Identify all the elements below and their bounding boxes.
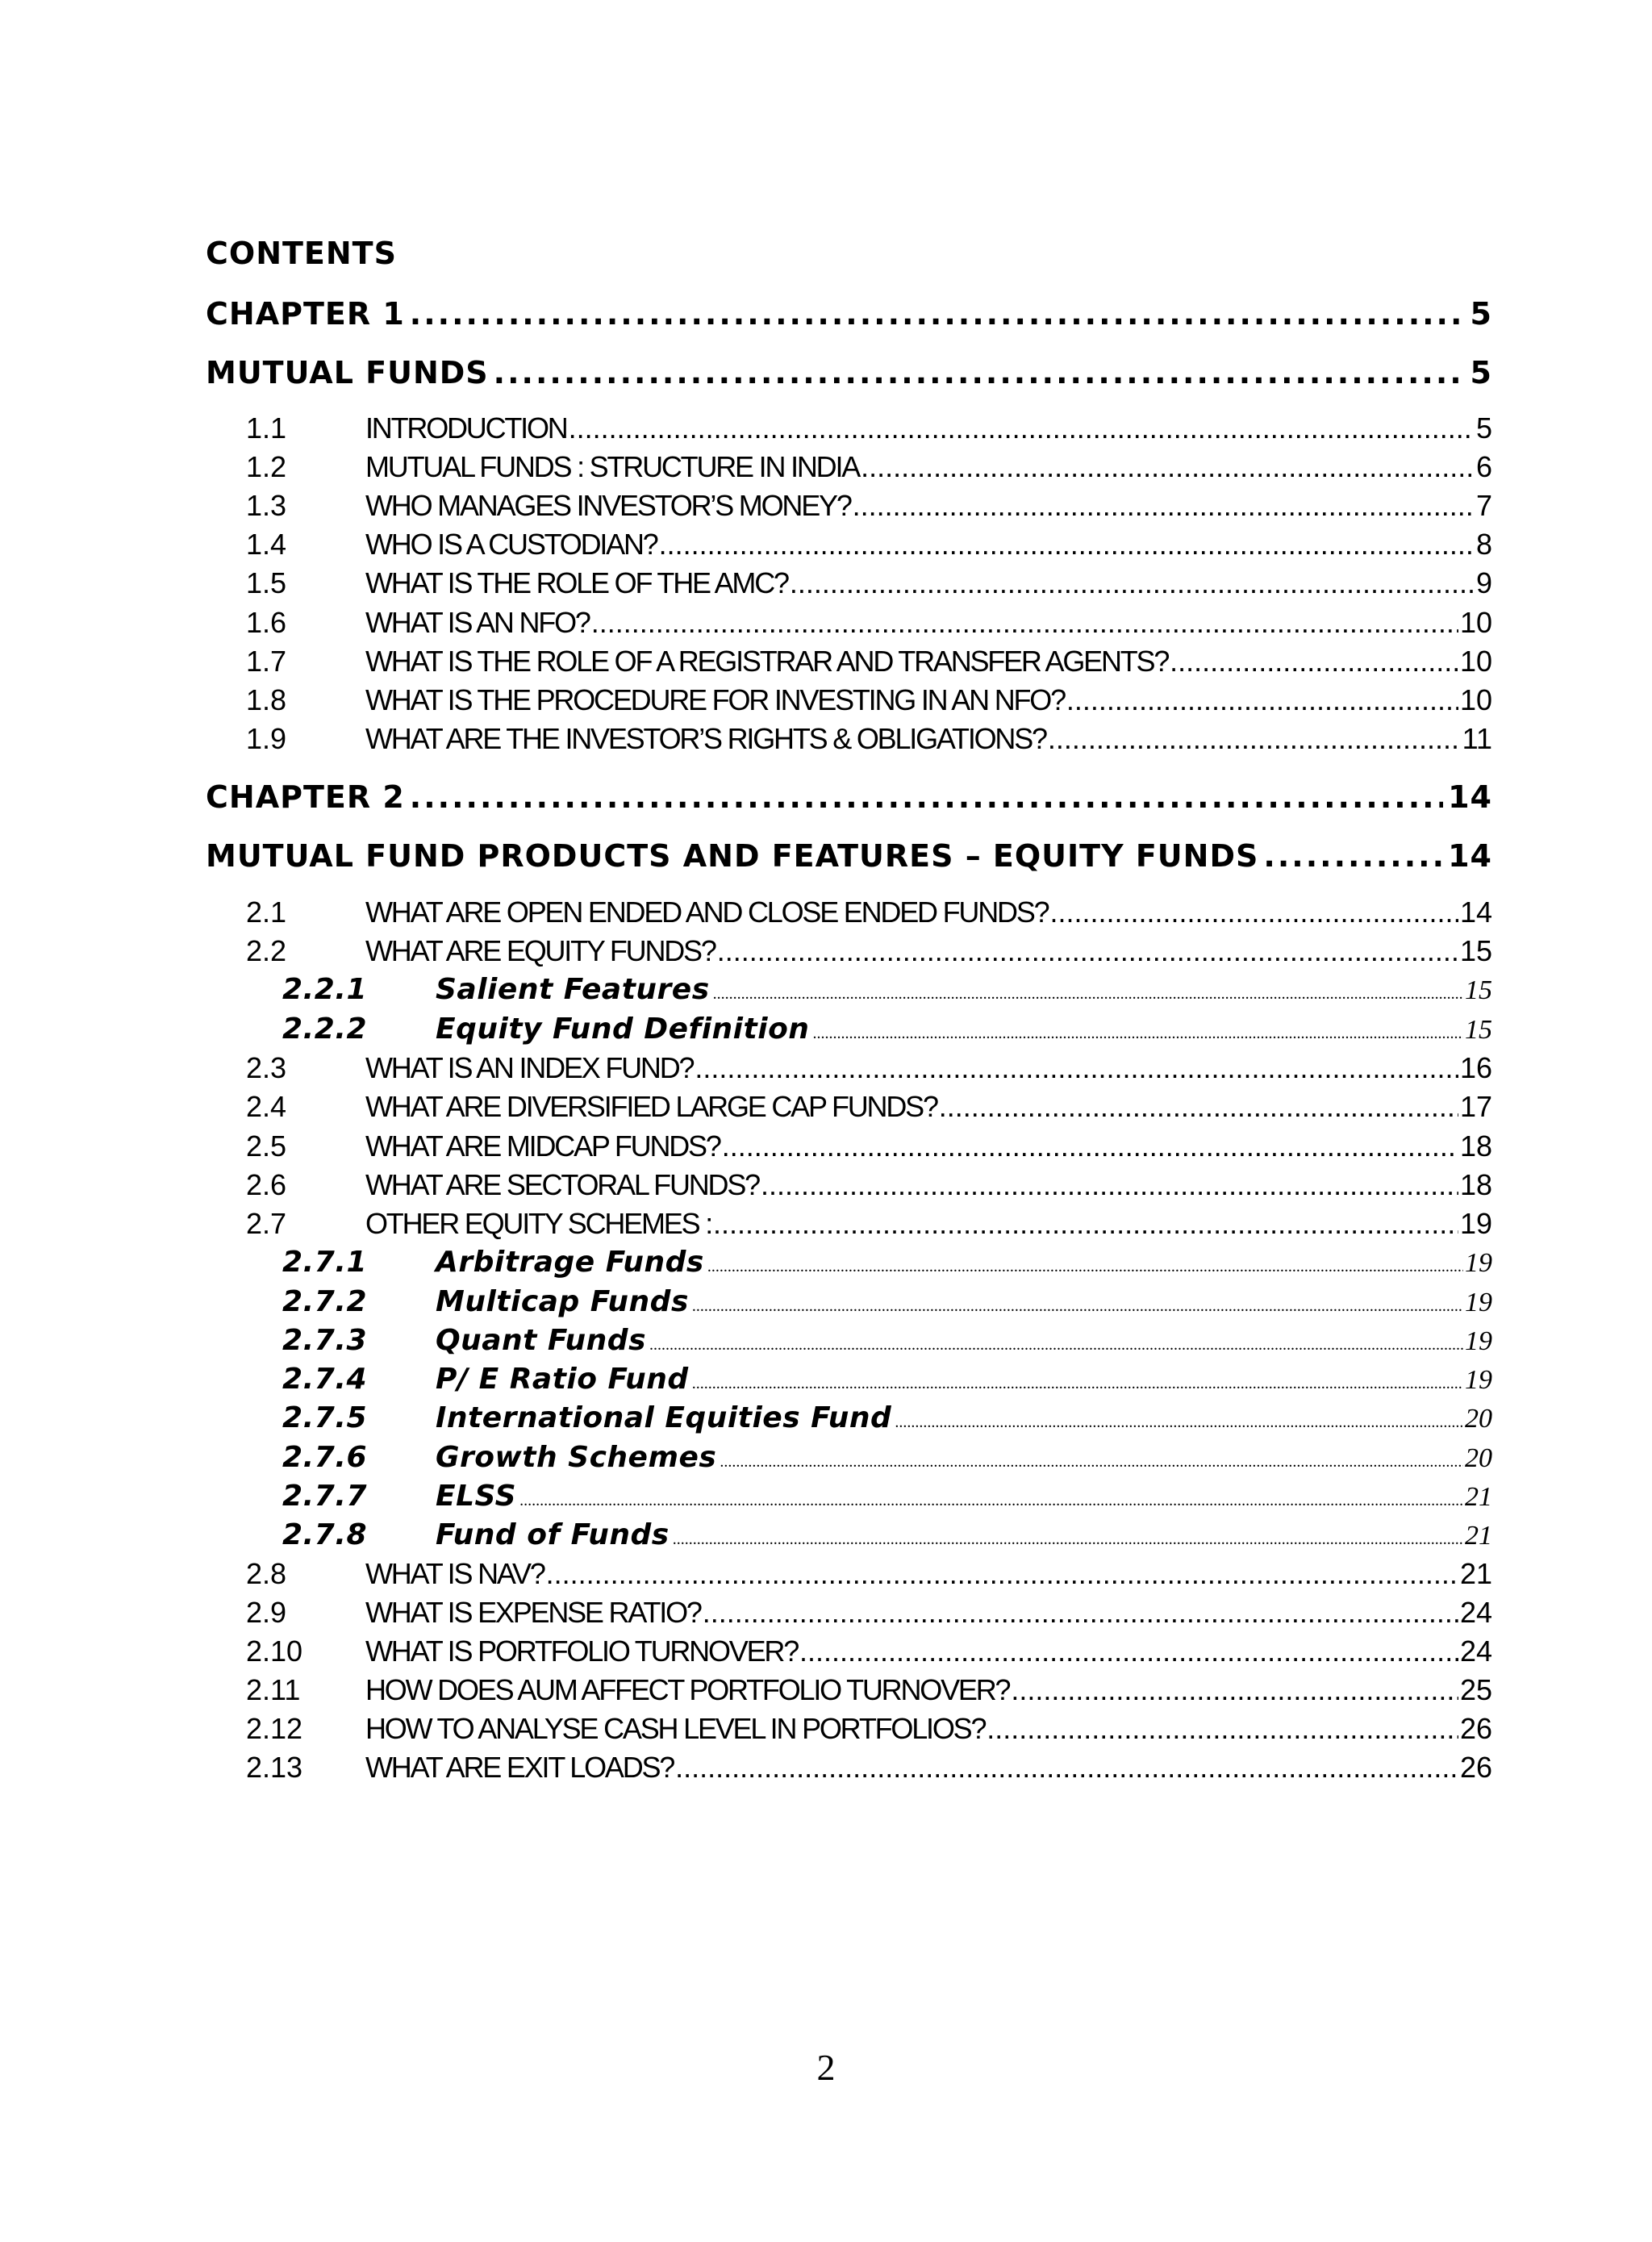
toc-entry-section[interactable] (246, 722, 1492, 756)
dot-leader (1263, 838, 1443, 874)
toc-entry-title: Growth Schemes (436, 1441, 717, 1474)
toc-entry-section[interactable] (246, 683, 1492, 717)
toc-entry-chapter[interactable] (206, 296, 1492, 332)
dot-leader (799, 1635, 1458, 1668)
toc-heading: CONTENTS (206, 236, 397, 271)
toc-entry-number: 1.2 (246, 450, 287, 483)
toc-entry-page: 19 (1459, 1207, 1492, 1240)
toc-entry-page: 21 (1459, 1557, 1492, 1590)
toc-entry-page: 8 (1475, 528, 1492, 561)
dot-leader (546, 1557, 1458, 1591)
toc-entry-chapter[interactable] (206, 838, 1492, 874)
toc-entry-page: 24 (1459, 1635, 1492, 1668)
toc-entry-page: 15 (1465, 975, 1492, 1005)
toc-entry-section[interactable] (246, 1635, 1492, 1668)
dot-leader (1011, 1673, 1458, 1707)
toc-entry-page: 24 (1459, 1596, 1492, 1629)
toc-entry-number: 1.7 (246, 645, 287, 678)
toc-entry-number: 2.7 (246, 1207, 287, 1240)
dot-leader (649, 1336, 1463, 1355)
toc-entry-page: 14 (1448, 779, 1492, 815)
toc-entry-title: WHAT IS THE ROLE OF THE AMC? (365, 566, 788, 599)
toc-entry-section[interactable] (246, 1129, 1492, 1163)
toc-entry-page: 19 (1465, 1288, 1492, 1317)
dot-leader (675, 1751, 1458, 1785)
toc-entry-section[interactable] (246, 1673, 1492, 1707)
toc-entry-number: 2.9 (246, 1596, 287, 1629)
page-number: 2 (816, 2047, 836, 2088)
toc-entry-title: International Equities Fund (436, 1401, 892, 1434)
toc-entry-title: WHAT ARE EQUITY FUNDS? (365, 934, 715, 967)
dot-leader (939, 1090, 1458, 1124)
toc-entry-page: 19 (1465, 1248, 1492, 1278)
dot-leader (707, 1258, 1463, 1276)
dot-leader (722, 1129, 1458, 1163)
toc-entry-page: 17 (1459, 1090, 1492, 1123)
toc-entry-sub[interactable] (282, 1441, 1492, 1474)
toc-entry-number: 2.7.5 (282, 1401, 367, 1434)
dot-leader (720, 1453, 1463, 1472)
toc-entry-page: 9 (1475, 566, 1492, 599)
toc-entry-title: CHAPTER 1 (206, 296, 405, 332)
toc-entry-title: WHAT IS PORTFOLIO TURNOVER? (365, 1635, 799, 1668)
toc-entry-sub[interactable] (282, 973, 1492, 1006)
toc-entry-page: 14 (1448, 838, 1492, 874)
toc-entry-title: Multicap Funds (436, 1285, 689, 1318)
dot-leader (591, 606, 1458, 640)
toc-entry-title: INTRODUCTION (365, 411, 567, 445)
dot-leader (1049, 896, 1458, 929)
toc-entry-number: 2.2 (246, 934, 287, 967)
toc-entry-sub[interactable] (282, 1401, 1492, 1434)
toc-entry-title: WHAT IS AN INDEX FUND? (365, 1051, 694, 1084)
toc-entry-page: 5 (1475, 411, 1492, 445)
toc-entry-section[interactable] (246, 1090, 1492, 1124)
toc-entry-title: P/ E Ratio Fund (436, 1363, 689, 1396)
toc-entry-sub[interactable] (282, 1285, 1492, 1318)
toc-entry-section[interactable] (246, 896, 1492, 929)
table-of-contents (206, 0, 1492, 1856)
toc-entry-title: Fund of Funds (436, 1518, 670, 1551)
toc-entry-title: WHAT IS THE PROCEDURE FOR INVESTING IN AN NFO? (365, 683, 1065, 716)
dot-leader (1170, 645, 1458, 678)
toc-entry-sub[interactable] (282, 1246, 1492, 1279)
toc-entry-chapter[interactable] (206, 779, 1492, 815)
dot-leader (695, 1051, 1458, 1085)
toc-entry-number: 1.3 (246, 489, 287, 522)
dot-leader (494, 355, 1466, 390)
dot-leader (569, 411, 1475, 445)
toc-entry-number: 2.7.7 (282, 1480, 367, 1513)
toc-entry-sub[interactable] (282, 1518, 1492, 1551)
toc-entry-page: 26 (1459, 1751, 1492, 1784)
toc-entry-section[interactable] (246, 1751, 1492, 1785)
toc-entry-section[interactable] (246, 450, 1492, 484)
dot-leader (895, 1413, 1463, 1432)
toc-entry-title: ELSS (436, 1480, 517, 1513)
toc-entry-title: WHAT ARE DIVERSIFIED LARGE CAP FUNDS? (365, 1090, 937, 1123)
toc-entry-title: HOW TO ANALYSE CASH LEVEL IN PORTFOLIOS? (365, 1712, 986, 1745)
toc-entry-sub[interactable] (282, 1480, 1492, 1513)
toc-entry-sub[interactable] (282, 1012, 1492, 1046)
dot-leader (703, 1596, 1458, 1630)
toc-entry-title: Salient Features (436, 973, 710, 1006)
toc-entry-number: 2.7.1 (282, 1246, 367, 1279)
dot-leader (673, 1530, 1463, 1549)
toc-entry-number: 1.6 (246, 606, 287, 639)
toc-entry-page: 6 (1475, 450, 1492, 483)
toc-entry-title: Equity Fund Definition (436, 1012, 810, 1046)
toc-entry-title: WHAT ARE THE INVESTOR’S RIGHTS & OBLIGATIONS? (365, 722, 1046, 755)
toc-entry-section[interactable] (246, 1596, 1492, 1630)
toc-entry-number: 2.6 (246, 1168, 287, 1201)
toc-entry-number: 2.8 (246, 1557, 287, 1590)
dot-leader (713, 985, 1463, 1004)
toc-entry-title: WHAT IS NAV? (365, 1557, 544, 1590)
toc-entry-number: 1.4 (246, 528, 287, 561)
toc-entry-section[interactable] (246, 1557, 1492, 1591)
toc-entry-chapter[interactable] (206, 355, 1492, 390)
toc-entry-title: WHAT ARE SECTORAL FUNDS? (365, 1168, 759, 1201)
toc-entry-page: 18 (1459, 1168, 1492, 1201)
toc-entry-title: WHAT ARE EXIT LOADS? (365, 1751, 674, 1784)
toc-entry-page: 15 (1465, 1015, 1492, 1045)
dot-leader (853, 489, 1475, 523)
toc-entry-page: 20 (1465, 1443, 1492, 1473)
dot-leader (410, 779, 1443, 815)
toc-entry-page: 10 (1459, 683, 1492, 716)
toc-entry-section[interactable] (246, 606, 1492, 640)
dot-leader (790, 566, 1475, 600)
toc-entry-number: 2.7.6 (282, 1441, 367, 1474)
toc-entry-page: 7 (1475, 489, 1492, 522)
toc-entry-number: 2.10 (246, 1635, 303, 1668)
toc-entry-page: 15 (1459, 934, 1492, 967)
toc-entry-number: 2.13 (246, 1751, 303, 1784)
toc-entry-section[interactable] (246, 1207, 1492, 1241)
toc-entry-title: MUTUAL FUNDS (206, 355, 489, 390)
toc-entry-number: 1.5 (246, 566, 287, 599)
toc-entry-page: 18 (1459, 1129, 1492, 1163)
toc-entry-page: 11 (1462, 722, 1492, 755)
toc-entry-number: 2.5 (246, 1129, 287, 1163)
toc-entry-number: 1.8 (246, 683, 287, 716)
toc-entry-number: 2.7.8 (282, 1518, 367, 1551)
toc-entry-section[interactable] (246, 489, 1492, 523)
toc-entry-title: WHAT IS THE ROLE OF A REGISTRAR AND TRANSFER AGENTS? (365, 645, 1169, 678)
toc-entry-page: 25 (1459, 1673, 1492, 1706)
toc-entry-number: 2.3 (246, 1051, 287, 1084)
dot-leader (692, 1297, 1463, 1316)
toc-entry-page: 5 (1470, 355, 1492, 390)
toc-entry-title: WHAT IS AN NFO? (365, 606, 590, 639)
toc-entry-title: WHAT ARE OPEN ENDED AND CLOSE ENDED FUNDS? (365, 896, 1049, 929)
toc-entry-section[interactable] (246, 411, 1492, 445)
toc-entry-number: 2.1 (246, 896, 287, 929)
toc-entry-title: WHAT ARE MIDCAP FUNDS? (365, 1129, 720, 1163)
toc-entry-page: 10 (1459, 645, 1492, 678)
toc-entry-page: 10 (1459, 606, 1492, 639)
toc-entry-page: 5 (1470, 296, 1492, 332)
toc-entry-sub[interactable] (282, 1324, 1492, 1357)
dot-leader (761, 1168, 1458, 1202)
dot-leader (692, 1375, 1463, 1393)
toc-entry-title: HOW DOES AUM AFFECT PORTFOLIO TURNOVER? (365, 1673, 1010, 1706)
toc-entry-section[interactable] (246, 934, 1492, 968)
toc-entry-section[interactable] (246, 1712, 1492, 1746)
dot-leader (717, 934, 1458, 968)
toc-entry-title: Quant Funds (436, 1324, 646, 1357)
toc-entry-page: 16 (1459, 1051, 1492, 1084)
toc-entry-title: Arbitrage Funds (436, 1246, 704, 1279)
toc-entry-page: 14 (1459, 896, 1492, 929)
toc-entry-section[interactable] (246, 1168, 1492, 1202)
dot-leader (987, 1712, 1458, 1746)
toc-entry-title: WHO MANAGES INVESTOR’S MONEY? (365, 489, 851, 522)
toc-entry-page: 21 (1465, 1482, 1492, 1512)
dot-leader (410, 296, 1466, 332)
toc-entry-number: 2.7.4 (282, 1363, 367, 1396)
toc-entry-section[interactable] (246, 528, 1492, 562)
toc-entry-number: 2.12 (246, 1712, 303, 1745)
toc-entry-sub[interactable] (282, 1363, 1492, 1396)
toc-entry-title: CHAPTER 2 (206, 779, 405, 815)
toc-entry-page: 21 (1465, 1521, 1492, 1551)
toc-entry-number: 2.7.2 (282, 1285, 367, 1318)
toc-entry-title: MUTUAL FUNDS : STRUCTURE IN INDIA (365, 450, 860, 483)
toc-entry-number: 2.7.3 (282, 1324, 367, 1357)
dot-leader (519, 1492, 1463, 1510)
toc-entry-section[interactable] (246, 566, 1492, 600)
dot-leader (659, 528, 1475, 562)
toc-entry-page: 19 (1465, 1365, 1492, 1395)
toc-entry-number: 1.9 (246, 722, 287, 755)
toc-entry-title: MUTUAL FUND PRODUCTS AND FEATURES – EQUITY FUNDS (206, 838, 1259, 874)
toc-entry-page: 26 (1459, 1712, 1492, 1745)
toc-entry-title: WHAT IS EXPENSE RATIO? (365, 1596, 701, 1629)
toc-entry-page: 19 (1465, 1326, 1492, 1356)
toc-entry-number: 2.2.2 (282, 1012, 367, 1046)
dot-leader (1048, 722, 1461, 756)
dot-leader (713, 1207, 1458, 1241)
dot-leader (812, 1025, 1463, 1043)
toc-entry-page: 20 (1465, 1404, 1492, 1434)
toc-entry-number: 2.4 (246, 1090, 287, 1123)
dot-leader (1066, 683, 1458, 717)
toc-entry-title: OTHER EQUITY SCHEMES : (365, 1207, 712, 1240)
toc-entry-number: 1.1 (246, 411, 287, 445)
toc-entry-number: 2.2.1 (282, 973, 367, 1006)
toc-entry-section[interactable] (246, 1051, 1492, 1085)
toc-entry-number: 2.11 (246, 1673, 301, 1706)
toc-entry-section[interactable] (246, 645, 1492, 678)
toc-entry-title: WHO IS A CUSTODIAN? (365, 528, 657, 561)
dot-leader (861, 450, 1475, 484)
